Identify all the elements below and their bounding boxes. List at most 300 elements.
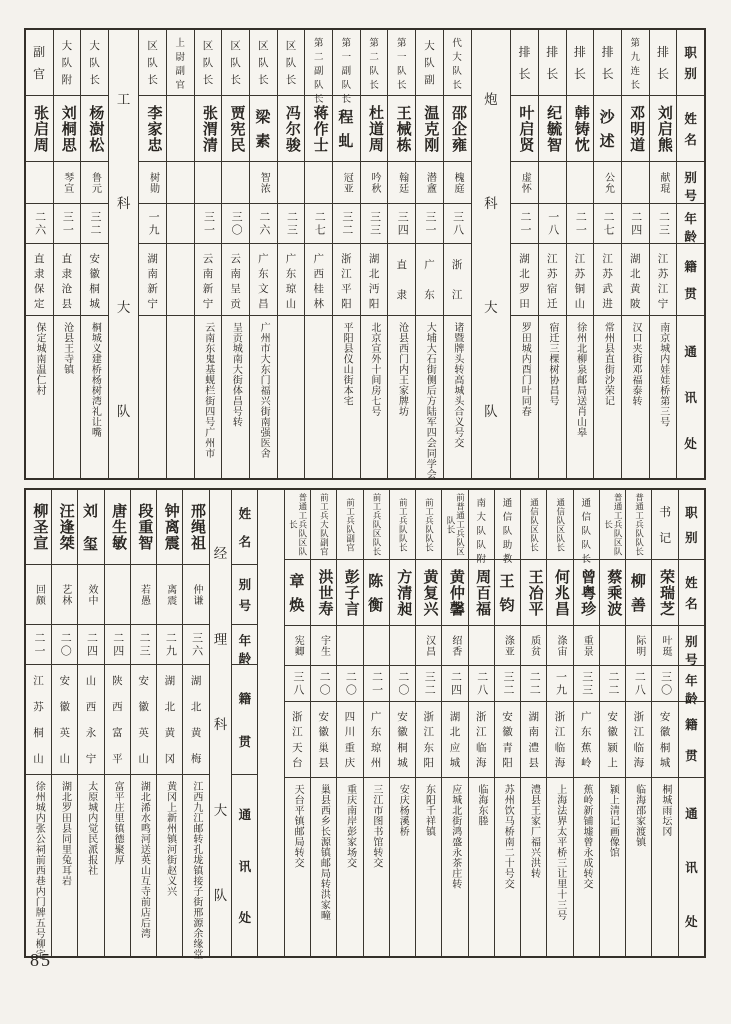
name-cell bbox=[222, 96, 249, 162]
role-cell bbox=[594, 30, 621, 96]
origin-cell bbox=[390, 702, 415, 778]
vtext-justified: 区 队 长 bbox=[285, 41, 297, 86]
age-cell bbox=[78, 625, 103, 665]
origin-cell bbox=[305, 244, 332, 316]
vtext: 际明 bbox=[633, 634, 645, 657]
alias-cell bbox=[333, 162, 360, 204]
vtext: 平阳县仪山街本宅 bbox=[341, 322, 353, 406]
address-cell bbox=[305, 316, 332, 478]
vtext-justified: 安 徽 桐 城 bbox=[659, 712, 671, 769]
vtext: 王械栋 bbox=[394, 104, 411, 153]
age-cell bbox=[650, 204, 677, 244]
vtext: 巢县西乡长源镇邮局转洪家疃 bbox=[318, 784, 330, 921]
header-column bbox=[678, 490, 704, 956]
alias-cell bbox=[26, 162, 53, 204]
address-cell bbox=[495, 778, 520, 956]
person-column bbox=[80, 30, 108, 478]
age-cell bbox=[469, 666, 494, 702]
name-cell bbox=[54, 96, 81, 162]
vtext: 上海法界太平桥三让里十三号 bbox=[554, 784, 566, 921]
vtext-justified: 四 川 重 庆 bbox=[344, 712, 356, 769]
vtext-justified: 籍 贯 bbox=[238, 692, 252, 749]
role-cell bbox=[442, 490, 467, 560]
origin-cell bbox=[26, 665, 51, 775]
address-cell bbox=[442, 778, 467, 956]
person-column bbox=[625, 490, 651, 956]
alias-cell bbox=[305, 162, 332, 204]
origin-cell bbox=[195, 244, 222, 316]
age-cell bbox=[442, 666, 467, 702]
vtext: 徐州城内张公祠前西巷内门牌五号柳宅 bbox=[33, 781, 45, 960]
vtext: 三江市图书馆转交 bbox=[370, 784, 382, 868]
person-column bbox=[415, 30, 443, 478]
vtext: 钟离震 bbox=[162, 503, 179, 551]
header-cell bbox=[677, 96, 704, 162]
vtext: 二〇 bbox=[396, 670, 409, 697]
address-cell bbox=[52, 775, 77, 956]
origin-cell bbox=[78, 665, 103, 775]
name-cell bbox=[416, 560, 441, 626]
vtext: 翰廷 bbox=[396, 171, 408, 194]
role-cell bbox=[622, 30, 649, 96]
alias-cell bbox=[285, 626, 310, 666]
vtext: 二七 bbox=[602, 210, 615, 237]
role-cell bbox=[278, 30, 305, 96]
address-cell bbox=[444, 316, 471, 478]
header-cell bbox=[232, 775, 257, 956]
age-cell bbox=[539, 204, 566, 244]
header-cell bbox=[677, 30, 704, 96]
alias-cell bbox=[81, 162, 108, 204]
name-cell bbox=[442, 560, 467, 626]
alias-cell bbox=[416, 626, 441, 666]
vtext: 树勋 bbox=[147, 171, 159, 194]
name-cell bbox=[600, 560, 625, 626]
vtext: 二三 bbox=[657, 210, 670, 237]
address-cell bbox=[157, 775, 182, 956]
origin-cell bbox=[567, 244, 594, 316]
address-cell bbox=[195, 316, 222, 478]
age-cell bbox=[131, 625, 156, 665]
address-cell bbox=[364, 778, 389, 956]
vtext-justified: 第 一 副 队 长 bbox=[341, 39, 352, 105]
age-cell bbox=[622, 204, 649, 244]
name-cell bbox=[622, 96, 649, 162]
role-cell bbox=[574, 490, 599, 565]
origin-cell bbox=[416, 244, 443, 316]
name-cell bbox=[364, 560, 389, 626]
address-cell bbox=[26, 775, 51, 960]
role-cell bbox=[547, 490, 572, 560]
role-cell bbox=[54, 30, 81, 96]
age-cell bbox=[26, 204, 53, 244]
vtext: 黄复兴 bbox=[421, 568, 438, 617]
vtext-justified: 籍 贯 bbox=[684, 260, 697, 301]
origin-cell bbox=[139, 244, 166, 316]
address-cell bbox=[390, 778, 415, 956]
vtext: 三四 bbox=[396, 210, 409, 237]
person-column bbox=[310, 490, 336, 956]
vtext-justified: 山 西 永 宁 bbox=[85, 676, 97, 765]
address-cell bbox=[26, 316, 53, 478]
vtext: 二〇 bbox=[344, 670, 357, 697]
age-cell bbox=[305, 204, 332, 244]
vtext-justified: 通 信 队 队 长 bbox=[581, 499, 592, 565]
person-column bbox=[130, 490, 156, 956]
vtext-justified: 工 科 大 队 bbox=[116, 92, 131, 419]
person-column bbox=[538, 30, 566, 478]
person-column bbox=[221, 30, 249, 478]
vtext: 北京宣外十间房七号 bbox=[368, 322, 380, 417]
person-column bbox=[510, 30, 538, 478]
vtext-justified: 浙 江 天 台 bbox=[292, 712, 303, 769]
vtext-justified: 第 九 连 长 bbox=[630, 39, 641, 91]
origin-cell bbox=[416, 702, 441, 778]
vtext-justified: 广 东 琼 山 bbox=[285, 254, 297, 310]
role-cell bbox=[416, 30, 443, 96]
role-cell bbox=[285, 490, 310, 560]
person-column bbox=[249, 30, 277, 478]
origin-cell bbox=[183, 665, 208, 775]
vtext: 二一 bbox=[370, 670, 383, 697]
alias-cell bbox=[600, 626, 625, 666]
person-column bbox=[182, 490, 208, 960]
divider-cell bbox=[472, 30, 511, 478]
vtext-justified: 区 队 长 bbox=[147, 41, 158, 86]
vtext-justified: 大 队 长 bbox=[89, 41, 100, 86]
vtext-justified: 湖 北 应 城 bbox=[449, 712, 461, 769]
origin-cell bbox=[511, 244, 538, 316]
spacer-cell bbox=[258, 490, 283, 956]
vtext: 重景 bbox=[581, 634, 593, 657]
vtext: 桐城雨坛冈 bbox=[659, 784, 671, 837]
age-cell bbox=[444, 204, 471, 244]
vtext: 苏州饮马桥南二十号交 bbox=[502, 784, 514, 889]
vtext: 大埔大石街侧后方陆军四会同学会 bbox=[424, 322, 436, 480]
vtext-justified: 书 记 bbox=[659, 505, 672, 545]
vtext: 黄冈上新州镇河街赵义兴 bbox=[164, 781, 176, 897]
vtext-justified: 上 尉 副 官 bbox=[175, 39, 186, 91]
address-cell bbox=[521, 778, 546, 956]
vtext: 前工兵队区队长 bbox=[371, 493, 382, 556]
address-cell bbox=[250, 316, 277, 478]
name-cell bbox=[26, 490, 51, 565]
origin-cell bbox=[521, 702, 546, 778]
origin-cell bbox=[600, 702, 625, 778]
address-cell bbox=[131, 775, 156, 956]
vtext: 何兆昌 bbox=[552, 568, 569, 617]
vtext-justified: 湖 北 黄 冈 bbox=[164, 676, 176, 765]
vtext: 二八 bbox=[475, 670, 488, 697]
vtext-justified: 章 焕 bbox=[289, 574, 306, 614]
alias-cell bbox=[361, 162, 388, 204]
alias-cell bbox=[157, 565, 182, 625]
name-cell bbox=[444, 96, 471, 162]
vtext: 通信队区队长 bbox=[529, 497, 540, 552]
address-cell bbox=[547, 778, 572, 956]
origin-cell bbox=[81, 244, 108, 316]
origin-cell bbox=[222, 244, 249, 316]
vtext: 通信队区队长 bbox=[555, 497, 566, 552]
name-cell bbox=[311, 560, 336, 626]
person-column bbox=[77, 490, 103, 956]
origin-cell bbox=[361, 244, 388, 316]
vtext: 三〇 bbox=[659, 670, 672, 697]
age-cell bbox=[26, 625, 51, 665]
person-column bbox=[26, 30, 53, 478]
vtext-justified: 安 徽 颍 上 bbox=[607, 712, 618, 769]
vtext: 广州市大东门福兴街南强医舍 bbox=[258, 322, 270, 459]
vtext-justified: 姓 名 bbox=[685, 576, 698, 611]
origin-cell bbox=[626, 702, 651, 778]
alias-cell bbox=[539, 162, 566, 204]
section-divider bbox=[108, 30, 138, 478]
age-cell bbox=[54, 204, 81, 244]
vtext-justified: 浙 江 东 阳 bbox=[423, 712, 434, 769]
vtext-justified: 年 龄 bbox=[238, 634, 252, 666]
alias-cell bbox=[78, 565, 103, 625]
vtext: 黄仲馨 bbox=[447, 568, 464, 617]
vtext: 二六 bbox=[33, 210, 46, 237]
address-cell bbox=[311, 778, 336, 956]
alias-cell bbox=[311, 626, 336, 666]
vtext-justified: 安 徽 英 山 bbox=[59, 676, 71, 765]
header-cell bbox=[232, 565, 257, 625]
vtext-justified: 梁 素 bbox=[255, 110, 272, 150]
vtext: 蕉岭新铺墟曾永成转交 bbox=[581, 784, 593, 889]
role-cell bbox=[361, 30, 388, 96]
alias-cell bbox=[547, 626, 572, 666]
vtext-justified: 直 隶 bbox=[396, 260, 408, 301]
vtext: 二二 bbox=[528, 670, 541, 697]
name-cell bbox=[539, 96, 566, 162]
vtext: 二九 bbox=[164, 631, 177, 658]
origin-cell bbox=[131, 665, 156, 775]
vtext-justified: 云 南 呈 贡 bbox=[230, 254, 241, 310]
person-column bbox=[53, 30, 81, 478]
origin-cell bbox=[311, 702, 336, 778]
age-cell bbox=[416, 204, 443, 244]
person-column bbox=[494, 490, 520, 956]
vtext: 三三 bbox=[368, 210, 381, 237]
age-cell bbox=[167, 204, 194, 244]
person-column bbox=[166, 30, 194, 478]
address-cell bbox=[167, 316, 194, 478]
age-cell bbox=[278, 204, 305, 244]
vtext: 一八 bbox=[546, 210, 559, 237]
person-column bbox=[566, 30, 594, 478]
alias-cell bbox=[222, 162, 249, 204]
vtext-justified: 江 苏 江 宁 bbox=[657, 254, 669, 310]
name-cell bbox=[390, 560, 415, 626]
vtext: 汪逢桀 bbox=[57, 503, 74, 551]
age-cell bbox=[195, 204, 222, 244]
age-cell bbox=[521, 666, 546, 702]
age-cell bbox=[547, 666, 572, 702]
vtext: 三一 bbox=[423, 210, 436, 237]
vtext: 前工兵队副官 bbox=[345, 497, 356, 552]
role-cell bbox=[388, 30, 415, 96]
vtext: 琴宣 bbox=[61, 171, 73, 194]
vtext: 宿迁三棵树协昌号 bbox=[546, 322, 558, 406]
age-cell bbox=[626, 666, 651, 702]
vtext: 离震 bbox=[164, 583, 176, 606]
alias-cell bbox=[388, 162, 415, 204]
origin-cell bbox=[364, 702, 389, 778]
origin-cell bbox=[52, 665, 77, 775]
vtext-justified: 广 东 蕉 岭 bbox=[581, 712, 592, 769]
name-cell bbox=[81, 96, 108, 162]
address-cell bbox=[278, 316, 305, 478]
vtext: 二六 bbox=[257, 210, 270, 237]
vtext: 纪毓智 bbox=[545, 104, 562, 153]
vtext: 南京城内娃娃桥第三号 bbox=[657, 322, 669, 427]
vtext: 一九 bbox=[554, 670, 567, 697]
vtext-justified: 通 信 队 助 教 bbox=[502, 499, 513, 565]
vtext-justified: 大 队 附 bbox=[61, 41, 73, 86]
vtext: 杨澍松 bbox=[87, 104, 104, 153]
address-cell bbox=[416, 778, 441, 956]
origin-cell bbox=[337, 702, 362, 778]
vtext: 颍上清记画像馆 bbox=[607, 784, 619, 858]
alias-cell bbox=[626, 626, 651, 666]
vtext: 二二 bbox=[607, 670, 620, 697]
vtext: 艺林 bbox=[59, 583, 71, 606]
alias-cell bbox=[195, 162, 222, 204]
address-cell bbox=[78, 775, 103, 956]
vtext-justified: 排 长 bbox=[601, 45, 614, 81]
vtext: 临海邵家渡镇 bbox=[633, 784, 645, 847]
vtext: 段重智 bbox=[136, 503, 153, 551]
vtext-justified: 江 苏 宿 迁 bbox=[546, 254, 558, 310]
address-cell bbox=[626, 778, 651, 956]
address-cell bbox=[285, 778, 310, 956]
vtext: 三二 bbox=[340, 210, 353, 237]
vtext: 汉昌 bbox=[423, 634, 435, 657]
vtext: 二一 bbox=[574, 210, 587, 237]
vtext: 槐庭 bbox=[452, 171, 464, 194]
vtext-justified: 王 钧 bbox=[499, 574, 516, 614]
age-cell bbox=[139, 204, 166, 244]
vtext: 普通工兵队队长 bbox=[634, 493, 645, 556]
vtext: 冯尔骏 bbox=[283, 104, 300, 153]
alias-cell bbox=[650, 162, 677, 204]
vtext: 王冶平 bbox=[526, 568, 543, 617]
vtext: 呈贡城南大街体昌号转 bbox=[230, 322, 242, 427]
vtext: 若愚 bbox=[138, 583, 150, 606]
vtext: 一九 bbox=[147, 210, 160, 237]
vtext: 贾宪民 bbox=[228, 104, 245, 153]
vtext: 二三 bbox=[138, 631, 151, 658]
vtext-justified: 区 队 长 bbox=[230, 41, 241, 86]
page-number: 85 bbox=[30, 950, 52, 970]
alias-cell bbox=[183, 565, 208, 625]
vtext: 三二 bbox=[501, 670, 514, 697]
vtext-justified: 职 别 bbox=[685, 506, 698, 545]
role-cell bbox=[567, 30, 594, 96]
section-divider bbox=[209, 490, 231, 956]
alias-cell bbox=[416, 162, 443, 204]
person-column bbox=[194, 30, 222, 478]
address-cell bbox=[139, 316, 166, 478]
person-column bbox=[593, 30, 621, 478]
name-cell bbox=[361, 96, 388, 162]
vtext: 二一 bbox=[519, 210, 532, 237]
header-cell bbox=[679, 778, 704, 956]
name-cell bbox=[285, 560, 310, 626]
person-column bbox=[336, 490, 362, 956]
vtext-justified: 安 徽 青 阳 bbox=[502, 712, 513, 769]
vtext-justified: 柳 善 bbox=[630, 574, 647, 614]
header-cell bbox=[677, 244, 704, 316]
origin-cell bbox=[105, 665, 130, 775]
header-cell bbox=[677, 316, 704, 478]
origin-cell bbox=[495, 702, 520, 778]
name-cell bbox=[305, 96, 332, 162]
alias-cell bbox=[594, 162, 621, 204]
name-cell bbox=[388, 96, 415, 162]
name-cell bbox=[652, 560, 677, 626]
vtext: 保定城南温仁村 bbox=[33, 322, 45, 396]
vtext-justified: 排 长 bbox=[518, 45, 531, 81]
name-cell bbox=[574, 560, 599, 626]
address-cell bbox=[54, 316, 81, 478]
vtext: 前工兵队队长 bbox=[398, 497, 409, 552]
vtext-justified: 姓 名 bbox=[684, 112, 697, 147]
person-column bbox=[649, 30, 677, 478]
name-cell bbox=[131, 490, 156, 565]
vtext: 江西九江邮转孔垅镇接子街邢源余缘堂 bbox=[190, 781, 202, 960]
vtext: 刘启熊 bbox=[655, 104, 672, 153]
vtext: 云南东鬼基蚬栏街四号广州市 bbox=[202, 322, 214, 459]
person-column bbox=[277, 30, 305, 478]
address-cell bbox=[333, 316, 360, 478]
name-cell bbox=[567, 96, 594, 162]
role-cell bbox=[250, 30, 277, 96]
vtext-justified: 江 苏 武 进 bbox=[602, 254, 613, 310]
header-cell bbox=[232, 625, 257, 665]
vtext: 二四 bbox=[629, 210, 642, 237]
origin-cell bbox=[278, 244, 305, 316]
vtext: 二四 bbox=[85, 631, 98, 658]
vtext: 湖北浠水鸣河送英山互寺前店后湾 bbox=[138, 781, 150, 939]
vtext-justified: 湖 南 澧 县 bbox=[528, 712, 540, 769]
vtext: 三〇 bbox=[230, 210, 243, 237]
address-cell bbox=[337, 778, 362, 956]
age-cell bbox=[416, 666, 441, 702]
vtext: 公允 bbox=[602, 171, 614, 194]
vtext-justified: 安 徽 桐 城 bbox=[397, 712, 408, 769]
name-cell bbox=[278, 96, 305, 162]
vtext-justified: 职 别 bbox=[684, 46, 697, 81]
age-cell bbox=[222, 204, 249, 244]
vtext-justified: 湖 北 沔 阳 bbox=[368, 254, 380, 310]
vtext-justified: 通 讯 处 bbox=[238, 808, 252, 925]
role-cell bbox=[600, 490, 625, 560]
age-cell bbox=[250, 204, 277, 244]
vtext: 曾粤珍 bbox=[579, 568, 596, 617]
address-cell bbox=[469, 778, 494, 956]
vtext: 二七 bbox=[313, 210, 326, 237]
vtext-justified: 安 徽 巢 县 bbox=[318, 712, 329, 769]
role-cell bbox=[167, 30, 194, 96]
vtext: 吟秋 bbox=[368, 171, 380, 194]
role-cell bbox=[26, 30, 53, 96]
vtext-justified: 浙 江 临 海 bbox=[633, 712, 645, 769]
alias-cell bbox=[139, 162, 166, 204]
address-cell bbox=[361, 316, 388, 478]
vtext: 前工兵队队长 bbox=[424, 497, 435, 552]
